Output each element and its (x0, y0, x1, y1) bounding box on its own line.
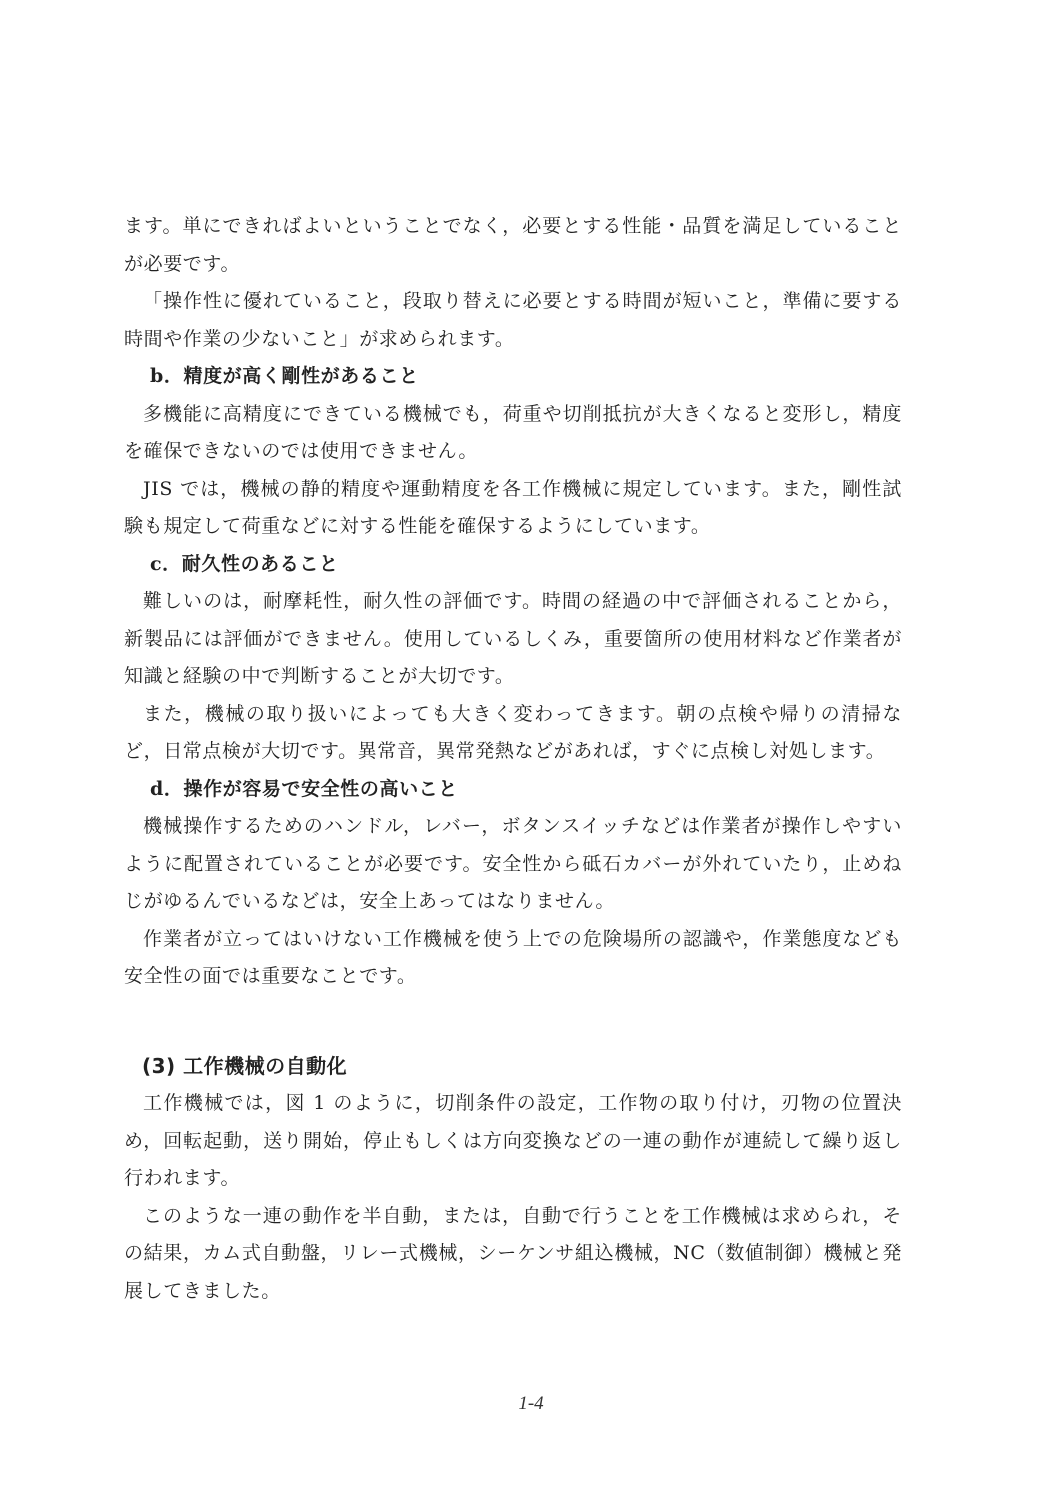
page-number: 1-4 (518, 1393, 544, 1414)
subheading-d: d．操作が容易で安全性の高いこと (150, 777, 458, 800)
paragraph-b-2: JIS では，機械の静的精度や運動精度を各工作機械に規定しています。また，剛性試験も規定して荷重などに対する性能を確保するようにしています。 (124, 477, 902, 537)
body-text (124, 208, 902, 1310)
subheading-c: c．耐久性のあること (150, 552, 339, 575)
paragraph-d-1: 機械操作するためのハンドル，レバー，ボタンスイッチなどは作業者が操作しやすいように配置されていることが必要です。安全性から砥石カバーが外れていたり，止めねじがゆるんでいるなどは，安全上あってはなりません。 (124, 815, 902, 912)
paragraph-continuation: ます。単にできればよいということでなく，必要とする性能・品質を満足していることが必要です。 (124, 215, 902, 275)
paragraph-d-2: 作業者が立ってはいけない工作機械を使う上での危険場所の認識や，作業態度なども安全性の面では重要なことです。 (124, 927, 902, 987)
paragraph-b-1: 多機能に高精度にできている機械でも，荷重や切削抵抗が大きくなると変形し，精度を確保できないのでは使用できません。 (124, 402, 902, 462)
paragraph-c-2: また，機械の取り扱いによっても大きく変わってきます。朝の点検や帰りの清掃など，日常点検が大切です。異常音，異常発熱などがあれば，すぐに点検し対処します。 (124, 702, 902, 762)
paragraph-c-1: 難しいのは，耐摩耗性，耐久性の評価です。時間の経過の中で評価されることから，新製品には評価ができません。使用しているしくみ，重要箇所の使用材料など作業者が知識と経験の中で判断することが大切です。 (124, 590, 902, 687)
paragraph-automation-2: このような一連の動作を半自動，または，自動で行うことを工作機械は求められ，その結果，カム式自動盤，リレー式機械，シーケンサ組込機械，NC（数値制御）機械と発展してきました。 (124, 1204, 902, 1302)
paragraph-automation-1: 工作機械では，図 1 のように，切削条件の設定，工作物の取り付け，刃物の位置決め，回転起動，送り開始，停止もしくは方向変換などの一連の動作が連続して繰り返し行われます。 (124, 1092, 902, 1189)
paragraph-operability: 「操作性に優れていること，段取り替えに必要とする時間が短いこと，準備に要する時間や作業の少ないこと」が求められます。 (124, 290, 902, 350)
section-heading-automation: (3) 工作機械の自動化 (142, 1053, 348, 1078)
subheading-b: b．精度が高く剛性があること (150, 365, 419, 387)
